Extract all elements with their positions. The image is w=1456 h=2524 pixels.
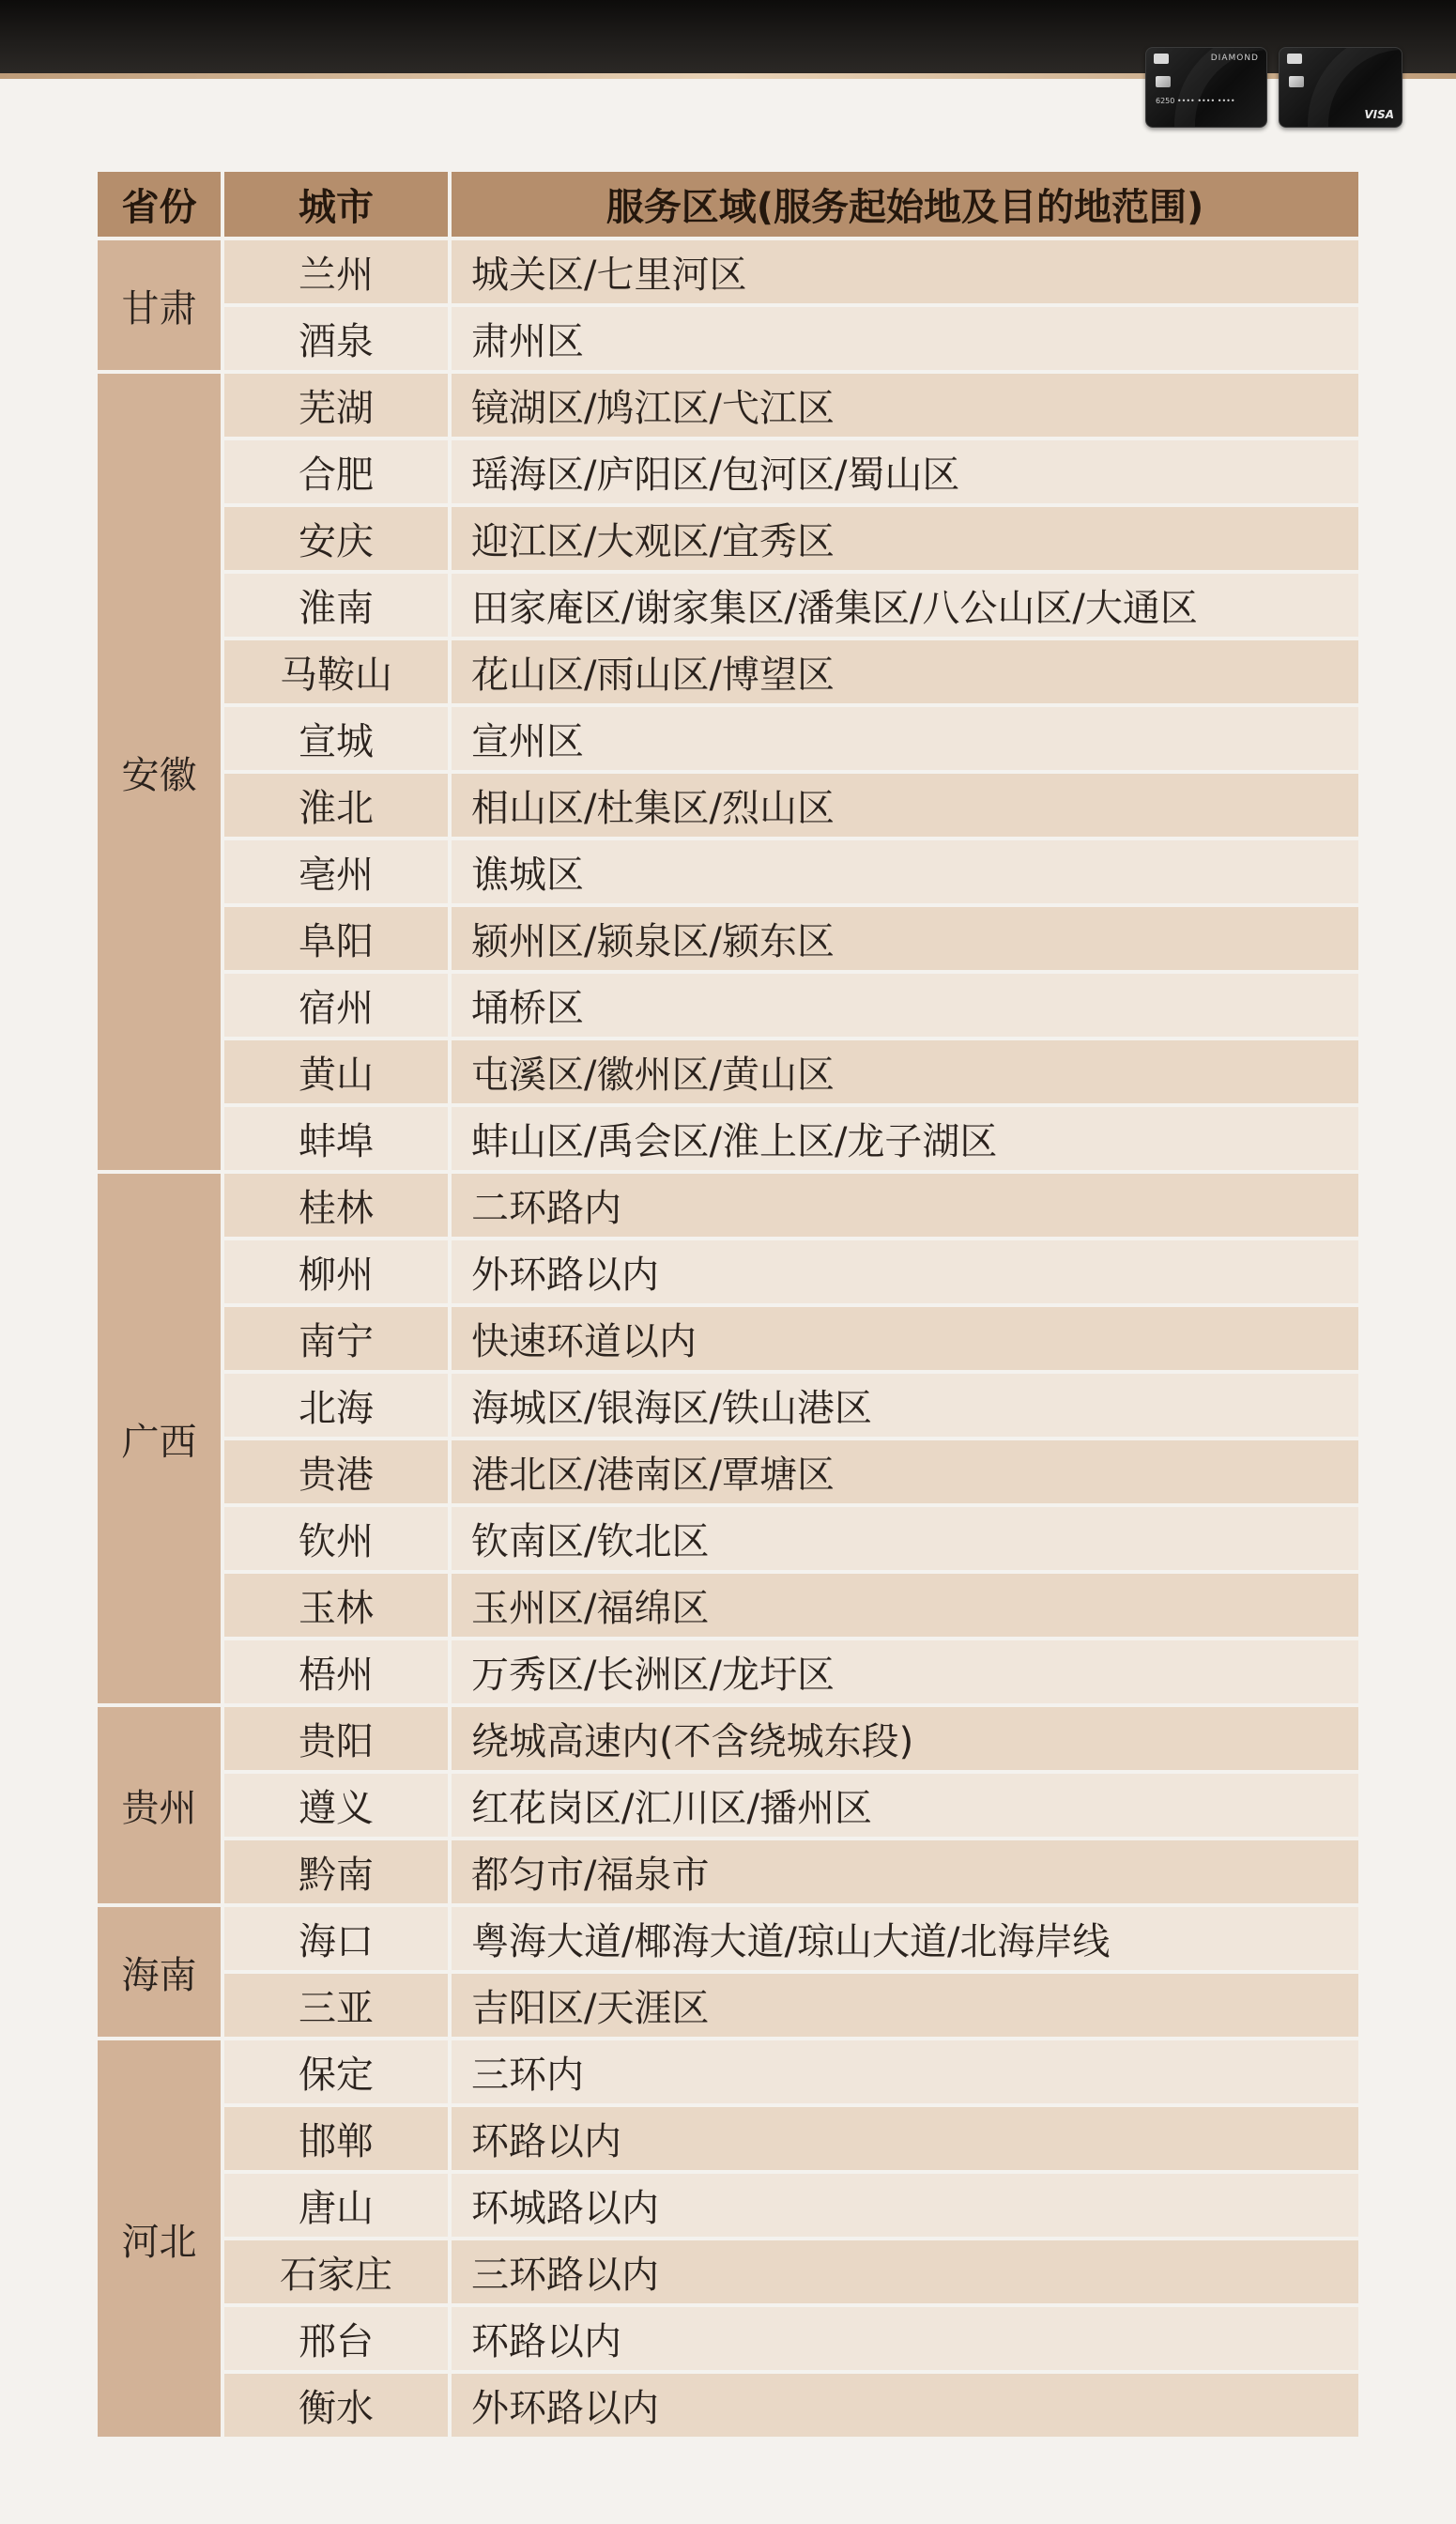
table-row — [98, 2372, 1358, 2439]
table-row — [98, 2105, 1358, 2172]
service-area-cell: 万秀区/长洲区/龙圩区 — [450, 1639, 1358, 1705]
province-cell: 广西 — [98, 1172, 222, 1705]
table-row — [98, 1639, 1358, 1705]
table-row — [98, 972, 1358, 1039]
city-cell: 安庆 — [222, 505, 450, 572]
service-area-cell: 城关区/七里河区 — [450, 239, 1358, 305]
service-area-cell: 蚌山区/禹会区/淮上区/龙子湖区 — [450, 1105, 1358, 1172]
table-row — [98, 1372, 1358, 1439]
city-cell: 黄山 — [222, 1039, 450, 1105]
table-row — [98, 372, 1358, 439]
service-area-cell: 谯城区 — [450, 839, 1358, 905]
service-area-cell: 环路以内 — [450, 2305, 1358, 2372]
card-wordmark: DIAMOND — [1210, 54, 1259, 63]
table-row — [98, 1905, 1358, 1972]
table-row — [98, 639, 1358, 705]
city-cell: 宣城 — [222, 705, 450, 772]
service-area-cell: 宣州区 — [450, 705, 1358, 772]
city-cell: 宿州 — [222, 972, 450, 1039]
service-area-cell: 迎江区/大观区/宜秀区 — [450, 505, 1358, 572]
table-row — [98, 1239, 1358, 1305]
service-area-cell: 镜湖区/鸠江区/弋江区 — [450, 372, 1358, 439]
table-row — [98, 705, 1358, 772]
table-row — [98, 1439, 1358, 1505]
city-cell: 贵阳 — [222, 1705, 450, 1772]
header-service-area: 服务区域(服务起始地及目的地范围) — [450, 172, 1358, 239]
chip-icon — [1156, 76, 1171, 87]
city-cell: 淮南 — [222, 572, 450, 639]
service-area-cell: 粤海大道/椰海大道/琼山大道/北海岸线 — [450, 1905, 1358, 1972]
city-cell: 蚌埠 — [222, 1105, 450, 1172]
table-row — [98, 2039, 1358, 2105]
service-area-cell: 三环路以内 — [450, 2239, 1358, 2305]
table-row — [98, 1705, 1358, 1772]
service-area-cell: 红花岗区/汇川区/播州区 — [450, 1772, 1358, 1839]
service-area-cell: 吉阳区/天涯区 — [450, 1972, 1358, 2039]
table-body — [98, 239, 1358, 2439]
service-area-cell: 环路以内 — [450, 2105, 1358, 2172]
city-cell: 海口 — [222, 1905, 450, 1972]
header-city: 城市 — [222, 172, 450, 239]
service-area-cell: 港北区/港南区/覃塘区 — [450, 1439, 1358, 1505]
service-area-cell: 二环路内 — [450, 1172, 1358, 1239]
table-row — [98, 1305, 1358, 1372]
service-area-cell: 都匀市/福泉市 — [450, 1839, 1358, 1905]
table-row — [98, 1772, 1358, 1839]
service-area-cell: 颍州区/颍泉区/颍东区 — [450, 905, 1358, 972]
service-area-cell: 肃州区 — [450, 305, 1358, 372]
service-area-cell: 三环内 — [450, 2039, 1358, 2105]
city-cell: 兰州 — [222, 239, 450, 305]
service-area-cell: 绕城高速内(不含绕城东段) — [450, 1705, 1358, 1772]
service-area-cell: 海城区/银海区/铁山港区 — [450, 1372, 1358, 1439]
province-cell: 河北 — [98, 2039, 222, 2439]
city-cell: 亳州 — [222, 839, 450, 905]
table-header-row — [98, 172, 1358, 239]
city-cell: 南宁 — [222, 1305, 450, 1372]
table-row — [98, 1839, 1358, 1905]
service-area-table — [98, 172, 1358, 2440]
city-cell: 芜湖 — [222, 372, 450, 439]
service-area-cell: 埇桥区 — [450, 972, 1358, 1039]
table-row — [98, 772, 1358, 839]
table-row — [98, 2305, 1358, 2372]
city-cell: 酒泉 — [222, 305, 450, 372]
city-cell: 淮北 — [222, 772, 450, 839]
bank-logo-icon — [1154, 54, 1169, 64]
city-cell: 柳州 — [222, 1239, 450, 1305]
city-cell: 阜阳 — [222, 905, 450, 972]
table-row — [98, 2172, 1358, 2239]
service-area-cell: 玉州区/福绵区 — [450, 1572, 1358, 1639]
service-area-cell: 外环路以内 — [450, 2372, 1358, 2439]
table-row — [98, 439, 1358, 505]
table-row — [98, 1172, 1358, 1239]
city-cell: 桂林 — [222, 1172, 450, 1239]
city-cell: 贵港 — [222, 1439, 450, 1505]
province-cell: 安徽 — [98, 372, 222, 1172]
header-province: 省份 — [98, 172, 222, 239]
city-cell: 钦州 — [222, 1505, 450, 1572]
city-cell: 邯郸 — [222, 2105, 450, 2172]
card-number: 6250 •••• •••• •••• — [1156, 97, 1235, 105]
city-cell: 衡水 — [222, 2372, 450, 2439]
city-cell: 黔南 — [222, 1839, 450, 1905]
service-area-cell: 钦南区/钦北区 — [450, 1505, 1358, 1572]
table-row — [98, 2239, 1358, 2305]
city-cell: 三亚 — [222, 1972, 450, 2039]
service-area-cell: 相山区/杜集区/烈山区 — [450, 772, 1358, 839]
province-cell: 甘肃 — [98, 239, 222, 372]
city-cell: 唐山 — [222, 2172, 450, 2239]
table-row — [98, 1505, 1358, 1572]
service-area-cell: 外环路以内 — [450, 1239, 1358, 1305]
city-cell: 玉林 — [222, 1572, 450, 1639]
bank-logo-icon — [1287, 54, 1302, 64]
city-cell: 梧州 — [222, 1639, 450, 1705]
city-cell: 邢台 — [222, 2305, 450, 2372]
city-cell: 保定 — [222, 2039, 450, 2105]
table-row — [98, 1039, 1358, 1105]
province-cell: 海南 — [98, 1905, 222, 2039]
table-row — [98, 239, 1358, 305]
service-area-cell: 花山区/雨山区/博望区 — [450, 639, 1358, 705]
service-area-cell: 快速环道以内 — [450, 1305, 1358, 1372]
city-cell: 北海 — [222, 1372, 450, 1439]
table-row — [98, 1572, 1358, 1639]
city-cell: 合肥 — [222, 439, 450, 505]
service-area-cell: 环城路以内 — [450, 2172, 1358, 2239]
table-row — [98, 839, 1358, 905]
credit-card-diamond — [1145, 47, 1267, 128]
table-row — [98, 1972, 1358, 2039]
table-row — [98, 572, 1358, 639]
service-area-cell: 屯溪区/徽州区/黄山区 — [450, 1039, 1358, 1105]
service-area-cell: 田家庵区/谢家集区/潘集区/八公山区/大通区 — [450, 572, 1358, 639]
visa-logo: VISA — [1364, 108, 1394, 121]
city-cell: 马鞍山 — [222, 639, 450, 705]
table-row — [98, 505, 1358, 572]
table-row — [98, 1105, 1358, 1172]
table-row — [98, 305, 1358, 372]
city-cell: 遵义 — [222, 1772, 450, 1839]
province-cell: 贵州 — [98, 1705, 222, 1905]
table-row — [98, 905, 1358, 972]
service-area-cell: 瑶海区/庐阳区/包河区/蜀山区 — [450, 439, 1358, 505]
credit-card-visa — [1279, 47, 1402, 128]
city-cell: 石家庄 — [222, 2239, 450, 2305]
chip-icon — [1289, 76, 1304, 87]
